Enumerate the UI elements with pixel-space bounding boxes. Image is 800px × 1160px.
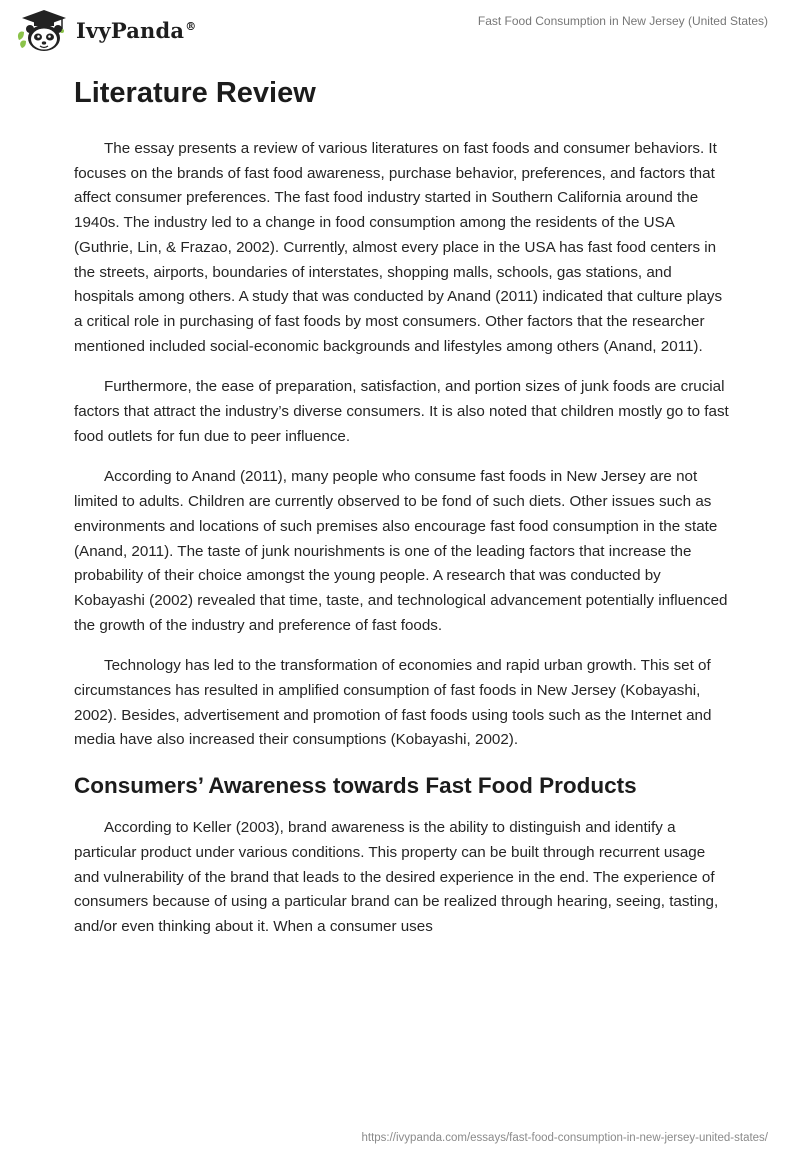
panda-logo-icon (14, 8, 72, 52)
section-heading-literature-review: Literature Review (74, 77, 316, 109)
paragraph: According to Keller (2003), brand awareness is the ability to distinguish and identify a particular product under various conditions. This property can be built through recurrent usage and vulnerability of the brand that leads to the desired experience in the end. The experience of consumers because of using a particular brand can be realized through hearing, seeing, tasting, and/or even thinking about it. When a consumer uses (74, 819, 719, 935)
section-heading-consumers-awareness: Consumers’ Awareness towards Fast Food Products (74, 773, 637, 799)
source-url[interactable]: https://ivypanda.com/essays/fast-food-consumption-in-new-jersey-united-states/ (361, 1132, 768, 1144)
document-title: Fast Food Consumption in New Jersey (United States) (477, 14, 768, 28)
page-header (0, 0, 800, 64)
paragraph: According to Anand (2011), many people who consume fast foods in New Jersey are not limited to adults. Children are currently observed to be fond of such diets. Other issues such as environments and locations of such premises also encourage fast food consumption in the state (Anand, 2011). The taste of junk nourishments is one of the leading factors that increase the probability of their choice amongst the young people. A research that was conducted by Kobayashi (2002) revealed that time, taste, and technological advancement potentially influenced the growth of the industry and preference of fast foods. (74, 468, 728, 634)
paragraph: Furthermore, the ease of preparation, satisfaction, and portion sizes of junk foods are crucial factors that attract the industry’s diverse consumers. It is also noted that children mostly go to fast food outlets for fun due to peer influence. (74, 378, 729, 445)
paragraph: Technology has led to the transformation of economies and rapid urban growth. This set of circumstances has resulted in amplified consumption of fast foods in New Jersey (Kobayashi, 2002). Besides, advertisement and promotion of fast foods using tools such as the Internet and media have also increased their consumptions (Kobayashi, 2002). (74, 657, 712, 749)
site-logo[interactable] (14, 8, 196, 52)
paragraph: The essay presents a review of various literatures on fast foods and consumer behaviors. It focuses on the brands of fast food awareness, purchase behavior, preferences, and factors that affect consumer preferences. The fast food industry started in Southern California around the 1940s. The industry led to a change in food consumption among the residents of the USA (Guthrie, Lin, & Frazao, 2002). Currently, almost every place in the USA has fast food centers in the streets, airports, boundaries of interstates, shopping malls, schools, gas stations, and hospitals among others. A study that was conducted by Anand (2011) indicated that culture plays a critical role in purchasing of fast foods by most consumers. Other factors that the researcher mentioned included social-economic backgrounds and lifestyles among others (Anand, 2011). (74, 140, 723, 355)
essay-content (74, 70, 730, 956)
logo-text: IvyPanda® (76, 17, 197, 43)
